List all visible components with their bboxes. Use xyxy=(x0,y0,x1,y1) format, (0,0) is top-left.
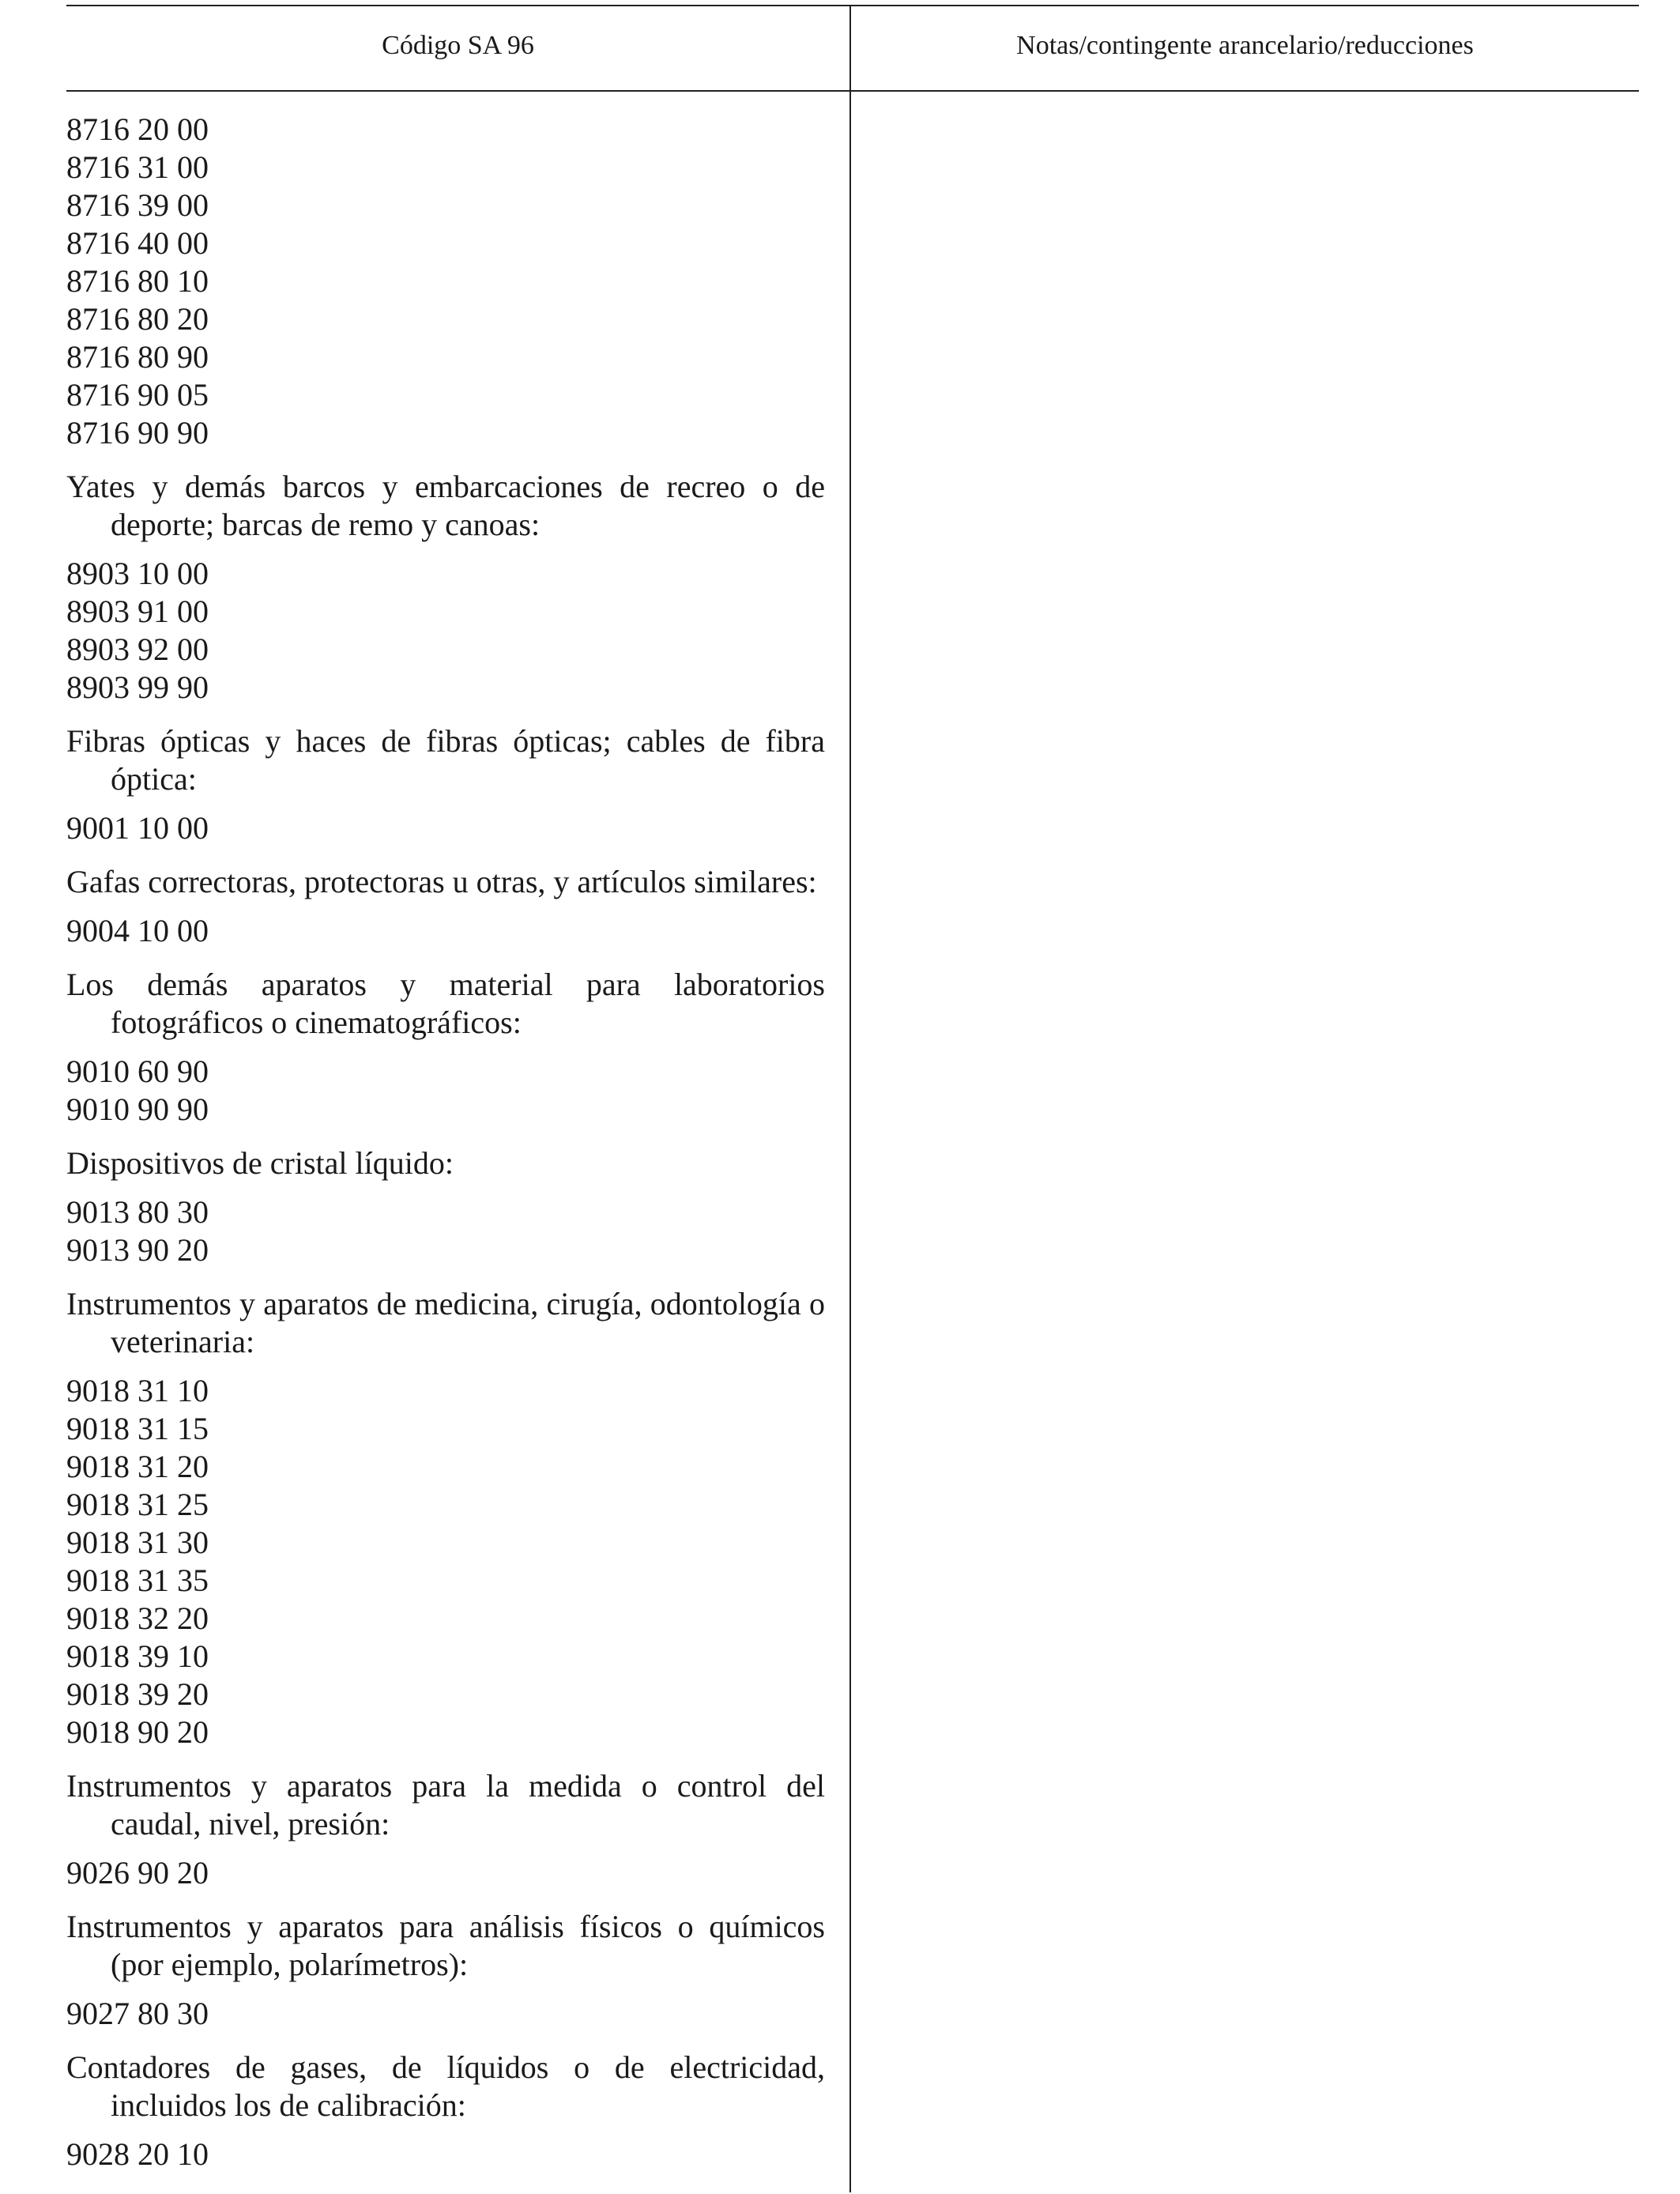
hs-code: 9018 31 30 xyxy=(66,1525,209,1560)
hs-code: 8716 39 00 xyxy=(66,187,209,223)
table-header-rule xyxy=(66,90,1639,92)
hs-code: 9027 80 30 xyxy=(66,1996,209,2031)
group-description: Gafas correctoras, protectoras u otras, y artículos similares: xyxy=(66,864,817,899)
tariff-group xyxy=(66,468,825,707)
hs-code: 8716 90 05 xyxy=(66,377,209,413)
hs-code: 9010 90 90 xyxy=(66,1091,209,1127)
tariff-table-page xyxy=(66,0,1639,2194)
hs-code: 9018 32 20 xyxy=(66,1600,209,1636)
hs-code: 9018 31 25 xyxy=(66,1487,209,1522)
tariff-group xyxy=(66,863,825,950)
hs-code: 8716 20 00 xyxy=(66,111,209,147)
hs-code: 8716 31 00 xyxy=(66,149,209,185)
hs-code: 8716 90 90 xyxy=(66,415,209,450)
group-description: Instrumentos y aparatos para análisis físicos o químicos (por ejemplo, polarímetros): xyxy=(66,1909,825,1982)
tariff-group xyxy=(66,2049,825,2173)
code-list xyxy=(66,1193,825,1269)
tariff-group xyxy=(66,111,825,452)
group-description: Yates y demás barcos y embarcaciones de recreo o de deporte; barcas de remo y canoas: xyxy=(66,469,825,542)
hs-code: 9018 31 35 xyxy=(66,1563,209,1598)
hs-code: 9018 31 20 xyxy=(66,1449,209,1484)
code-list xyxy=(66,1053,825,1129)
column-header-code: Código SA 96 xyxy=(382,31,534,60)
hs-code: 9018 39 20 xyxy=(66,1676,209,1712)
table-top-rule xyxy=(66,5,1639,6)
hs-code: 8903 10 00 xyxy=(66,556,209,591)
hs-code: 9028 20 10 xyxy=(66,2136,209,2172)
hs-code: 9018 31 10 xyxy=(66,1373,209,1408)
hs-code: 8716 80 20 xyxy=(66,301,209,337)
group-description: Contadores de gases, de líquidos o de electricidad, incluidos los de calibración: xyxy=(66,2049,825,2123)
hs-code: 9010 60 90 xyxy=(66,1054,209,1089)
hs-code: 9018 39 10 xyxy=(66,1638,209,1674)
hs-code: 9026 90 20 xyxy=(66,1855,209,1891)
code-list xyxy=(66,1372,825,1751)
tariff-group xyxy=(66,1144,825,1269)
code-list xyxy=(66,809,825,847)
hs-code: 8716 80 10 xyxy=(66,263,209,299)
code-list xyxy=(66,555,825,707)
tariff-group xyxy=(66,966,825,1129)
hs-code: 9013 80 30 xyxy=(66,1194,209,1230)
code-list xyxy=(66,1995,825,2033)
hs-code: 8903 91 00 xyxy=(66,594,209,629)
hs-code: 8903 92 00 xyxy=(66,631,209,667)
group-description: Fibras ópticas y haces de fibras ópticas; cables de fibra óptica: xyxy=(66,723,825,797)
code-list xyxy=(66,111,825,452)
hs-code: 8716 80 90 xyxy=(66,339,209,375)
tariff-group xyxy=(66,1285,825,1751)
tariff-group xyxy=(66,1908,825,2033)
column-divider xyxy=(849,5,851,2192)
hs-code: 9001 10 00 xyxy=(66,810,209,846)
group-description: Los demás aparatos y material para laboratorios fotográficos o cinematográficos: xyxy=(66,967,825,1040)
group-description: Instrumentos y aparatos para la medida o control del caudal, nivel, presión: xyxy=(66,1768,825,1842)
hs-code: 9013 90 20 xyxy=(66,1232,209,1268)
code-list xyxy=(66,1854,825,1892)
group-description: Dispositivos de cristal líquido: xyxy=(66,1145,454,1181)
hs-code: 8903 99 90 xyxy=(66,669,209,705)
tariff-group xyxy=(66,1767,825,1892)
hs-code: 9004 10 00 xyxy=(66,913,209,948)
code-column xyxy=(66,111,825,2189)
column-header-notes: Notas/contingente arancelario/reducciones xyxy=(1016,31,1474,60)
code-list xyxy=(66,912,825,950)
tariff-group xyxy=(66,722,825,847)
hs-code: 9018 31 15 xyxy=(66,1411,209,1446)
hs-code: 9018 90 20 xyxy=(66,1714,209,1750)
code-list xyxy=(66,2136,825,2173)
hs-code: 8716 40 00 xyxy=(66,225,209,261)
group-description: Instrumentos y aparatos de medicina, cirugía, odontología o veterinaria: xyxy=(66,1286,825,1359)
